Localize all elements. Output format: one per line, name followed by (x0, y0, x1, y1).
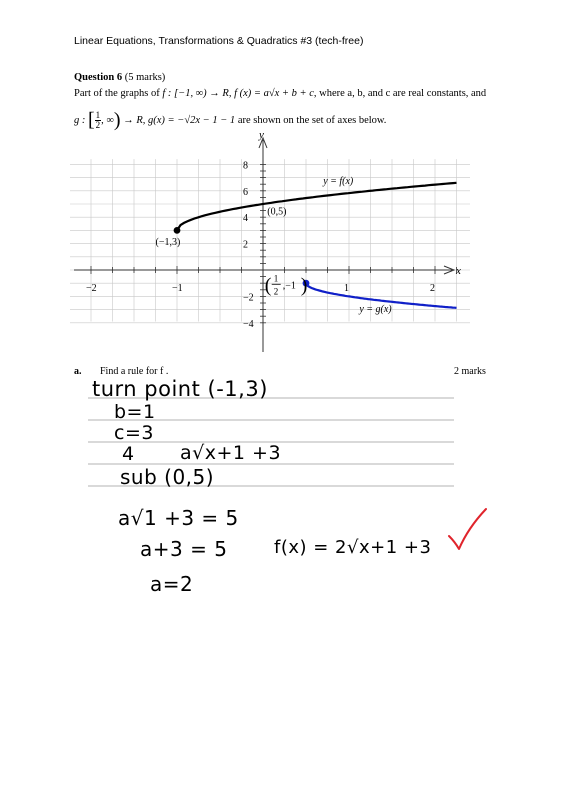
x-axis-label: x (456, 265, 461, 277)
y-tick-label: 8 (243, 160, 248, 172)
x-tick-label: −2 (86, 283, 97, 294)
x-tick-label: 2 (430, 283, 435, 294)
part-a-marks: 2 marks (454, 366, 486, 377)
f-curve-label: y = f(x) (323, 176, 354, 188)
part-a-letter: a. (74, 366, 82, 377)
f-definition: f : [−1, ∞) → R, f (x) = a√x + b + c (162, 88, 314, 99)
point-label-minus1-3: (−1,3) (155, 236, 181, 248)
check-mark-icon (446, 506, 490, 552)
handwriting-answer: f(x) = 2√x+1 +3 (274, 537, 432, 558)
part-a-label (74, 366, 168, 377)
handwriting-line-7: a+3 = 5 (140, 537, 228, 561)
question-title (74, 72, 165, 83)
y-tick-label: 6 (243, 186, 248, 198)
y-tick-label: 2 (243, 239, 248, 251)
graph-axes (70, 130, 470, 355)
y-axis-label: y (259, 130, 264, 141)
f-endpoint (174, 227, 181, 234)
question-text-line-2: g : [ $\frac{1}{2}$ , ∞) → R, g(x) = −√2x − 1 − 1 are shown on the set of axes below. (74, 109, 387, 131)
x-tick-label: −1 (172, 283, 183, 294)
frac-label-num: 1 (273, 273, 279, 284)
handwriting-line-1: turn point (-1,3) (92, 377, 268, 401)
g-interval-end: , ∞ (101, 114, 114, 126)
g-definition: → R, g(x) = −√2x − 1 − 1 (123, 114, 236, 126)
question-text-line-1 (74, 88, 486, 99)
handwriting-line-3: c=3 (114, 422, 154, 444)
question-where: , where a, b, and c are real constants, and (313, 88, 487, 99)
question-number: Question 6 (74, 72, 123, 83)
handwriting-line-4b: a√x+1 +3 (180, 442, 282, 464)
g-curve-label: y = g(x) (359, 304, 392, 316)
handwriting-line-5: sub (0,5) (120, 465, 215, 489)
f-curve (177, 183, 457, 231)
handwriting-line-6: a√1 +3 = 5 (118, 506, 239, 530)
frac-label-close: ) (300, 274, 308, 297)
question-marks: (5 marks) (124, 72, 166, 83)
half-fraction: $\frac{1}{2}$ (95, 110, 101, 130)
y-tick-label: −4 (243, 318, 254, 330)
point-label-0-5: (0,5) (267, 206, 287, 218)
handwriting-line-4a: 4 (122, 443, 135, 465)
question-tail: are shown on the set of axes below. (235, 114, 387, 126)
question-intro: Part of the graphs of (74, 88, 160, 99)
part-a-prompt: Find a rule for f . (100, 366, 169, 377)
y-tick-label: 4 (243, 213, 248, 225)
frac-label-rest: ,−1 (282, 280, 296, 292)
frac-label-open: ( (264, 274, 272, 297)
frac-label-den: 2 (273, 286, 279, 297)
page-header: Linear Equations, Transformations & Quadratics #3 (tech-free) (74, 35, 364, 47)
handwriting-line-2: b=1 (114, 401, 156, 423)
y-tick-label: −2 (243, 292, 254, 304)
handwriting-line-8: a=2 (150, 572, 194, 596)
x-tick-label: 1 (344, 283, 349, 294)
g-prefix: g : (74, 114, 86, 126)
